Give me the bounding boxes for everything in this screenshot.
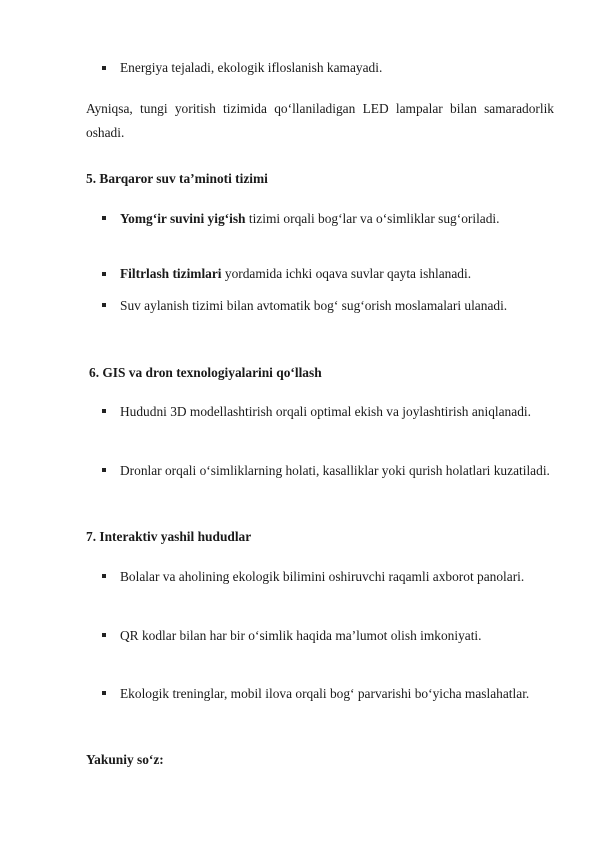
bold-term: Filtrlash tizimlari	[120, 266, 222, 281]
list-item	[86, 624, 554, 648]
list-item	[86, 565, 554, 589]
bullet-text: Energiya tejaladi, ekologik ifloslanish kamayadi.	[120, 60, 383, 75]
section-heading-6: 6. GIS va dron texnologiyalarini qo‘llash	[89, 365, 322, 380]
list-item	[86, 682, 554, 706]
bold-term: Yomg‘ir suvini yig‘ish	[120, 211, 246, 226]
list-item	[86, 400, 554, 424]
bullet-text: Suv aylanish tizimi bilan avtomatik bog‘ sug‘orish moslamalari ulanadi.	[120, 298, 508, 313]
paragraph-led: Ayniqsa, tungi yoritish tizimida qo‘llaniladigan LED lampalar bilan samaradorlik oshadi.	[86, 101, 554, 140]
list-item	[86, 294, 554, 318]
section-heading-7: 7. Interaktiv yashil hududlar	[86, 529, 252, 544]
final-heading: Yakuniy so‘z:	[86, 752, 164, 767]
bullet-text: yordamida ichki oqava suvlar qayta ishlanadi.	[221, 266, 472, 281]
list-item	[86, 57, 588, 79]
bullet-text: tizimi orqali bog‘lar va o‘simliklar sug‘oriladi.	[245, 211, 500, 226]
list-item	[86, 263, 554, 285]
list-item	[86, 459, 554, 483]
bullet-text: Hududni 3D modellashtirish orqali optimal ekish va joylashtirish aniqlanadi.	[120, 404, 531, 419]
section-heading-5: 5. Barqaror suv ta’minoti tizimi	[86, 171, 268, 186]
bullet-text: Ekologik treninglar, mobil ilova orqali bog‘ parvarishi bo‘yicha maslahatlar.	[120, 686, 530, 701]
bullet-text: QR kodlar bilan har bir o‘simlik haqida ma’lumot olish imkoniyati.	[120, 628, 482, 643]
bullet-text: Bolalar va aholining ekologik bilimini oshiruvchi raqamli axborot panolari.	[120, 569, 525, 584]
bullet-text: Dronlar orqali o‘simliklarning holati, kasalliklar yoki qurish holatlari kuzatiladi.	[120, 463, 550, 478]
list-item	[86, 207, 554, 231]
